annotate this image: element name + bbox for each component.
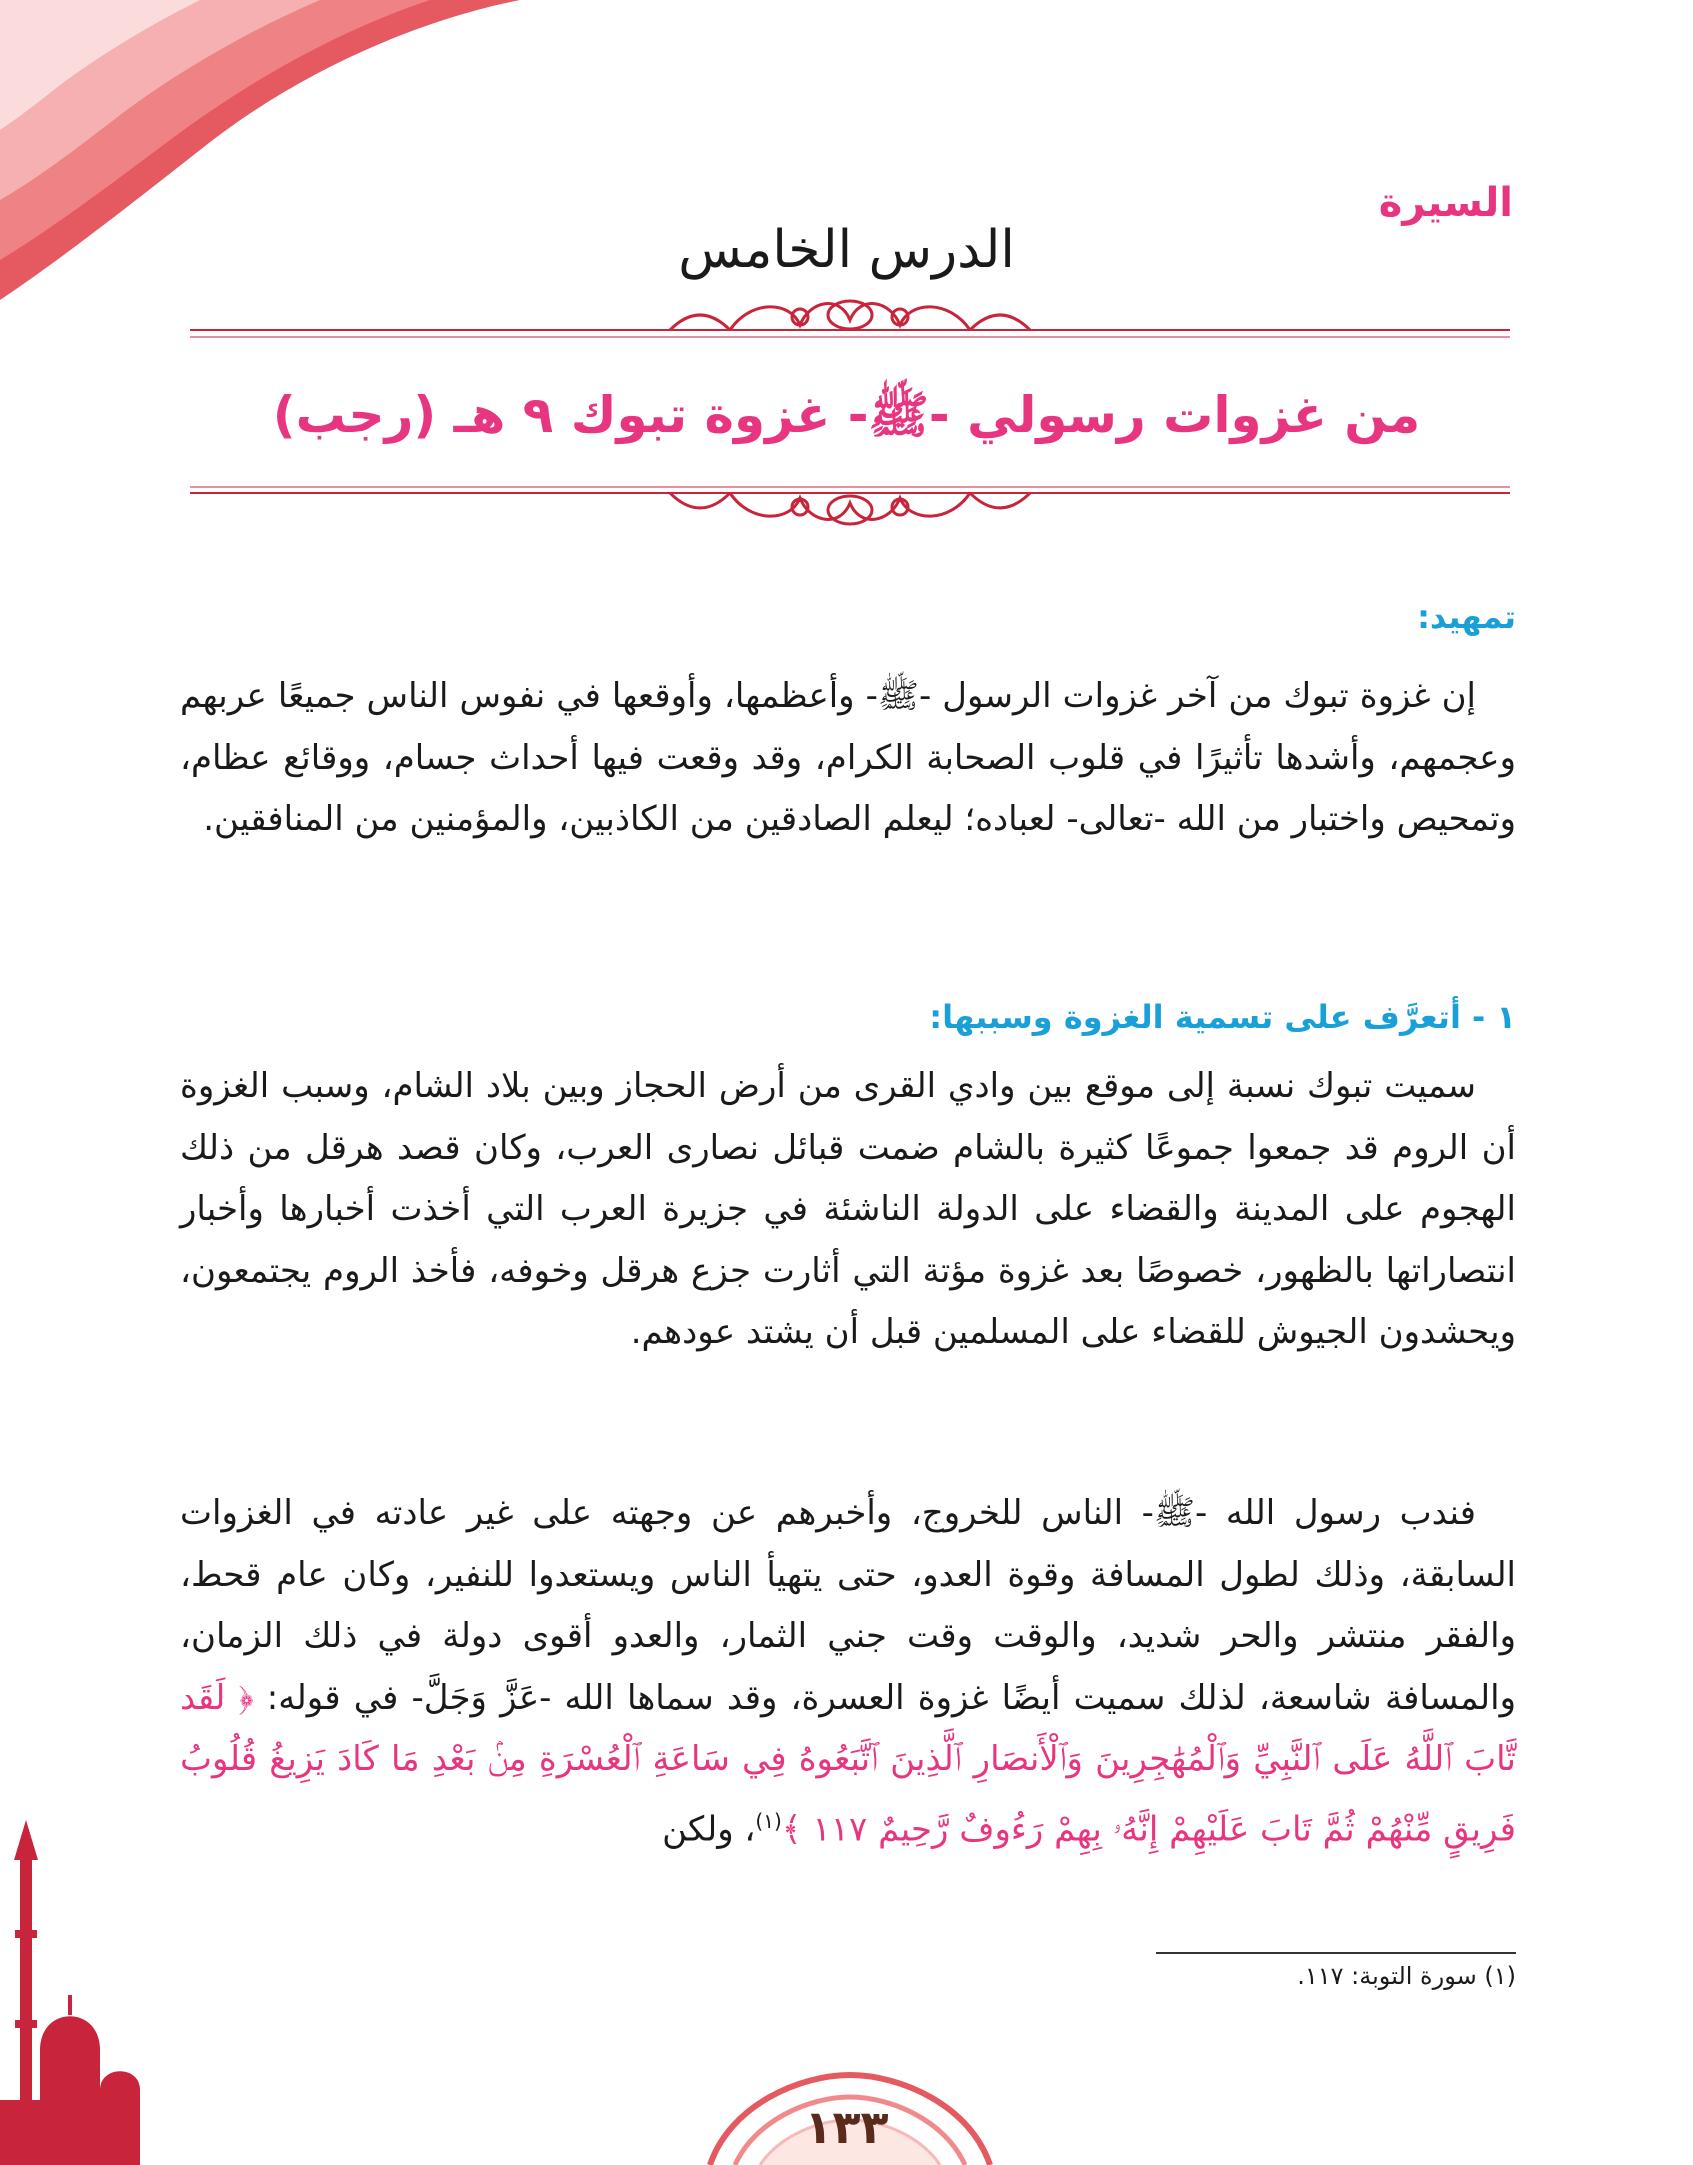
paragraph-2-tail: ، ولكن xyxy=(662,1808,756,1849)
intro-paragraph: إن غزوة تبوك من آخر غزوات الرسول -ﷺ- وأعظمها، وأوقعها في نفوس الناس جميعًا عربهم وعجمهم، وأشدها تأثيرًا في قلوب الصحابة الكرام، وقد وقعت فيها أحداث جسام، ووقائع عظام، وتمحيص واختبار من الله -تعالى- لعباده؛ ليعلم الصادقين من الكاذبين، والمؤمنين من المنافقين. xyxy=(180,676,1516,839)
footnote-divider xyxy=(1156,1952,1516,1954)
lesson-number: الدرس الخامس xyxy=(678,220,1015,280)
lesson-title: من غزوات رسولي -ﷺ- غزوة تبوك ٩ هـ (رجب) xyxy=(272,386,1421,444)
section-1-paragraph-1: سميت تبوك نسبة إلى موقع بين وادي القرى من أرض الحجاز وبين بلاد الشام، وسبب الغزوة أن الروم قد جمعوا جموعًا كثيرة بالشام ضمت قبائل نصارى العرب، وكان قصد هرقل من ذلك الهجوم على المدينة والقضاء على الدولة الناشئة في جزيرة العرب التي أخذت أخبارها وأخبار انتصاراتها بالظهور، خصوصًا بعد غزوة مؤتة التي أثارت جزع هرقل وخوفه، فأخذ الروم يجتمعون، ويحشدون الجيوش للقضاء على المسلمين قبل أن يشتد عودهم. xyxy=(180,1066,1516,1352)
title-ornament-top xyxy=(190,285,1510,355)
paragraph-2-lead: فندب رسول الله -ﷺ- الناس للخروج، وأخبرهم عن وجهته على غير عادته في الغزوات السابقة، وذلك لطول المسافة وقوة العدو، حتى يتهيأ الناس ويستعدوا للنفير، وكان عام قحط، والفقر منتشر والحر شديد، والوقت وقت جني الثمار، والعدو أقوى دولة في ذلك الزمان، والمسافة شاسعة، لذلك سميت أيضًا غزوة العسرة، وقد سماها الله -عَزَّ وَجَلَّ- في قوله: xyxy=(180,1493,1516,1718)
section-tag: السيرة xyxy=(1378,180,1513,226)
quran-verse: ﴿ لَقَد تَّابَ ٱللَّهُ عَلَى ٱلنَّبِيِّ وَٱلْمُهَٰجِرِينَ وَٱلْأَنصَارِ ٱلَّذِينَ ٱتَّبَعُوهُ فِي سَاعَةِ ٱلْعُسْرَةِ مِنۢ بَعْدِ مَا كَادَ يَزِيغُ قُلُوبُ فَرِيقٍ مِّنْهُمْ ثُمَّ تَابَ عَلَيْهِمْ إِنَّهُۥ بِهِمْ رَءُوفٌ رَّحِيمٌ ١١٧ ﴾ xyxy=(180,1677,1516,1849)
page-number: ١٣٣ xyxy=(804,2100,889,2154)
intro-heading: تمهيد: xyxy=(1417,598,1516,636)
footnote-reference: (١) xyxy=(755,1808,782,1833)
section-1-paragraph-2 xyxy=(180,1483,1516,1860)
footnote: (١) سورة التوبة: ١١٧. xyxy=(1297,1962,1516,1990)
title-ornament-bottom xyxy=(190,465,1510,535)
section-1-heading: ١ - أتعرَّف على تسمية الغزوة وسببها: xyxy=(929,998,1516,1036)
